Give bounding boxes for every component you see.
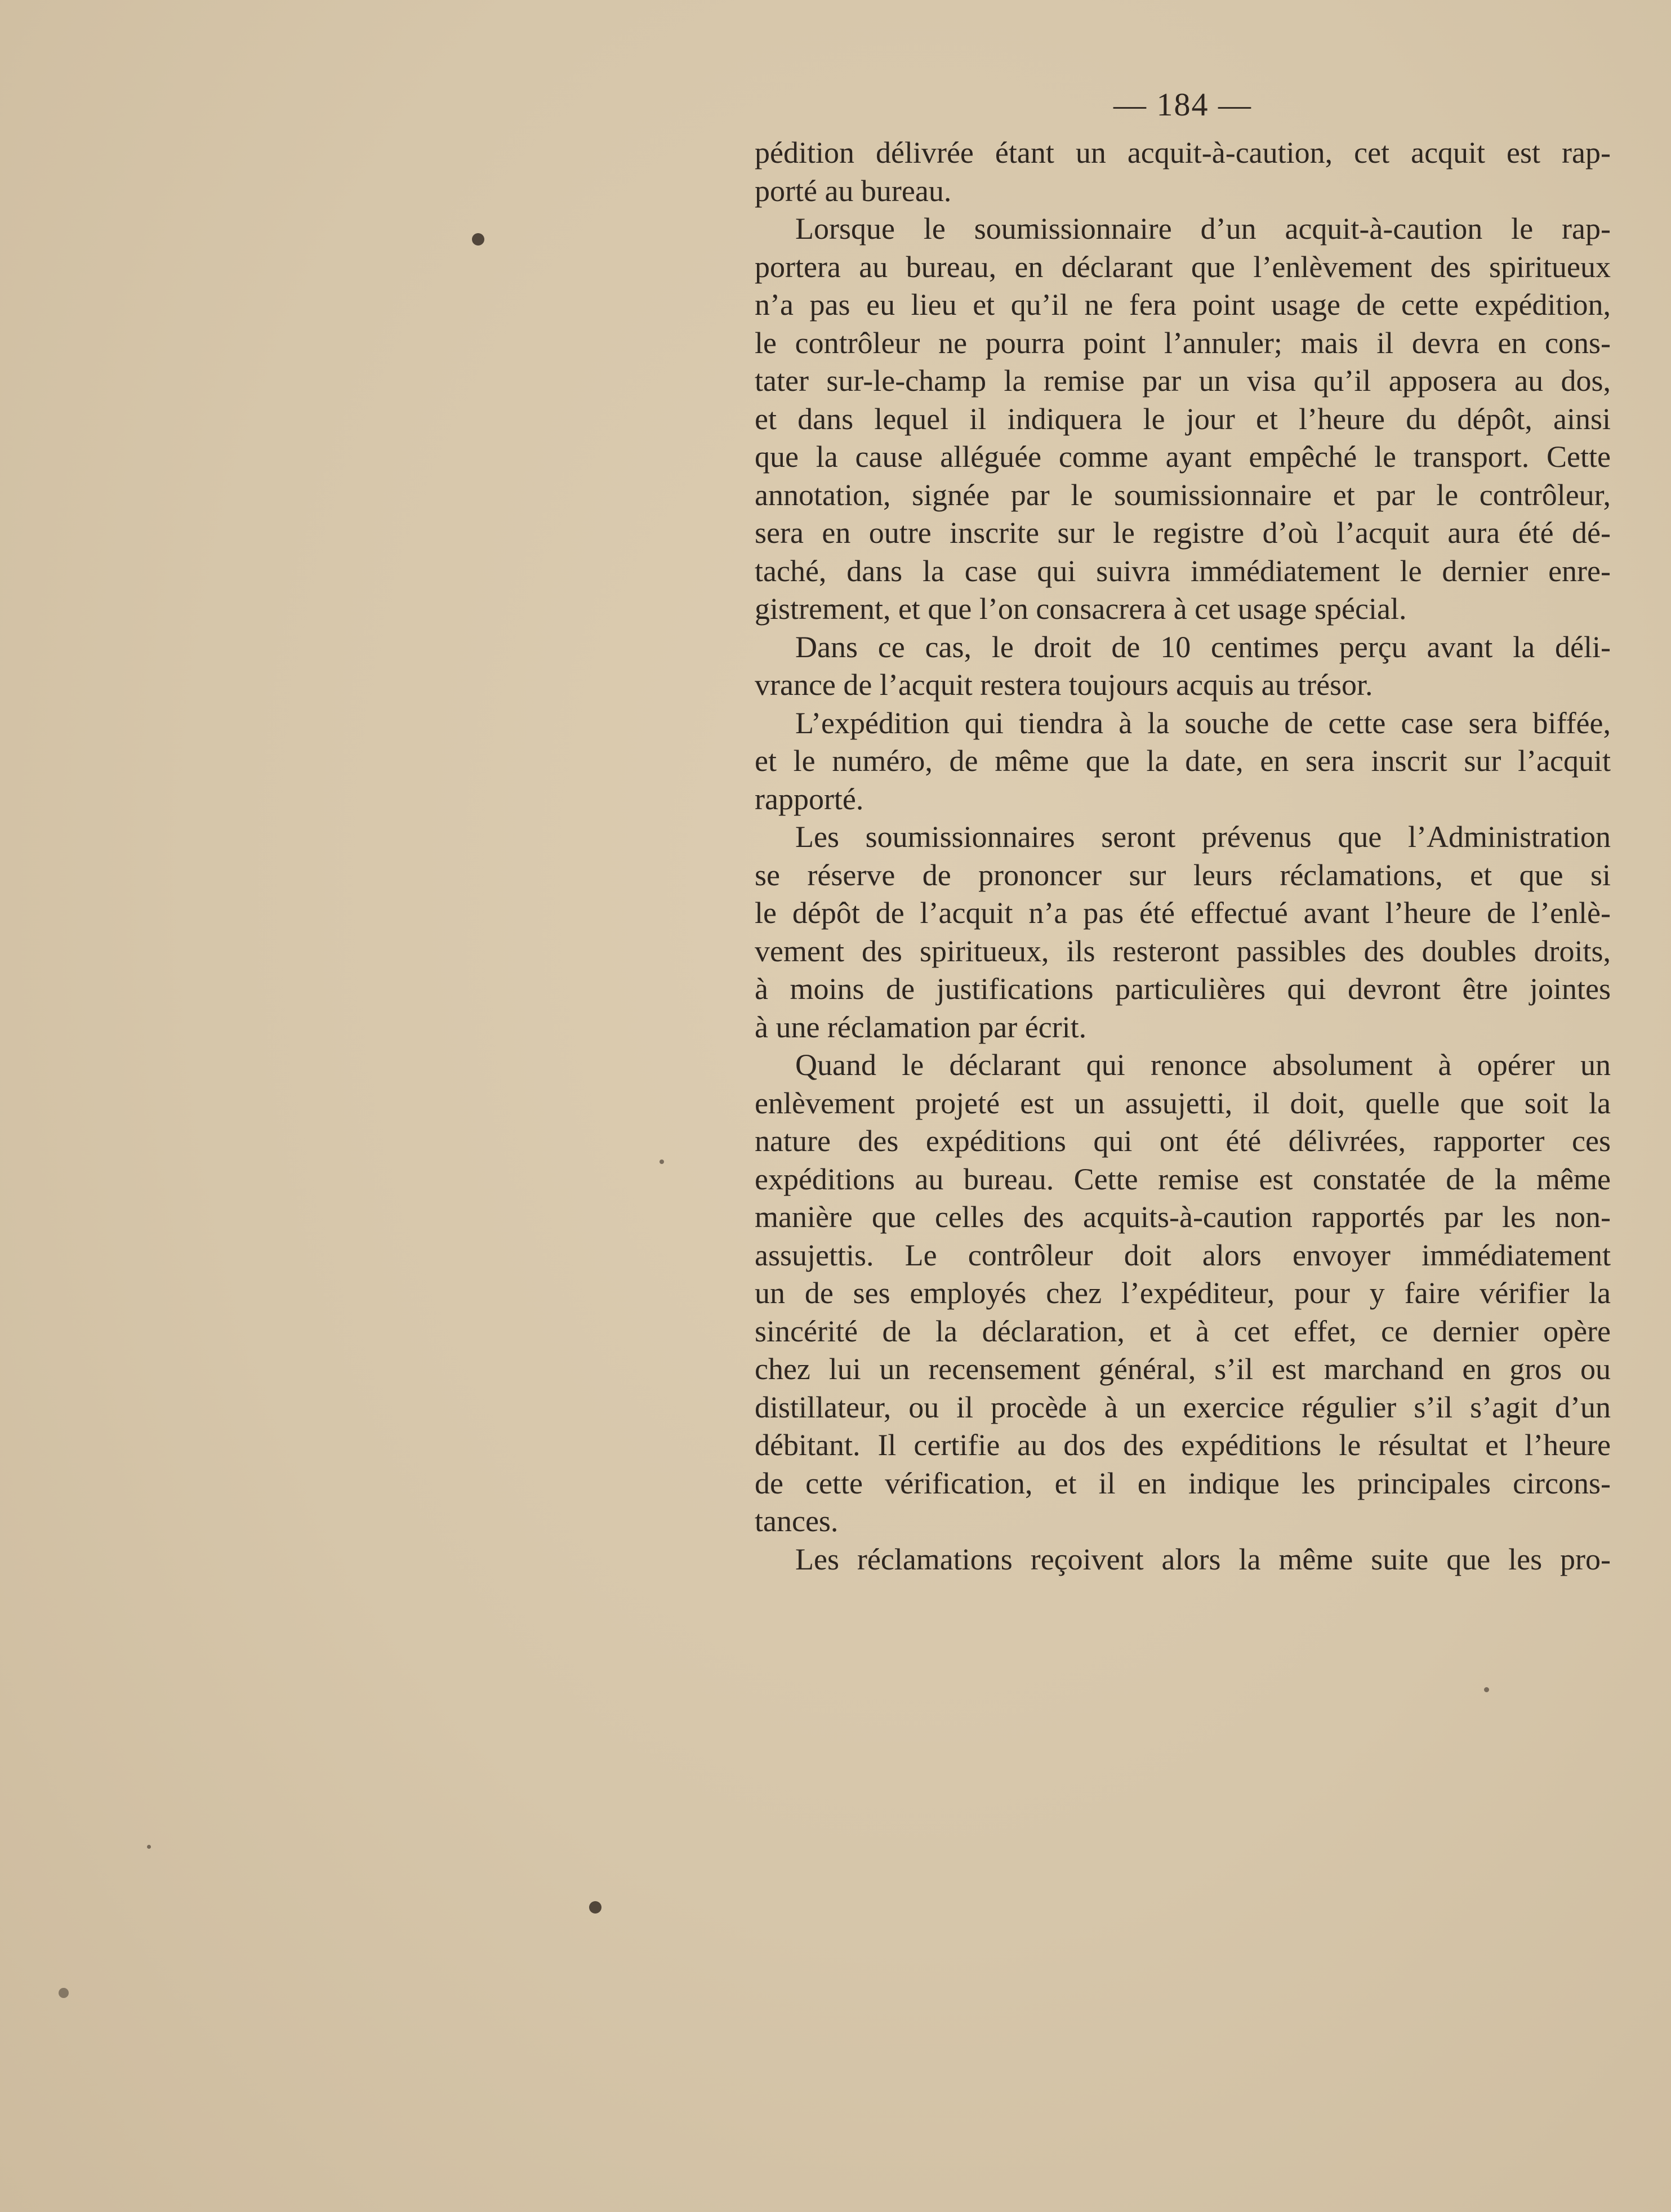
text-line: débitant. Il certifie au dos des expéditions le résultat et l’heure	[755, 1428, 1611, 1462]
paragraph	[755, 704, 1611, 819]
text-line: Les réclamations reçoivent alors la même suite que les pro-	[795, 1542, 1611, 1576]
paper-speck	[59, 1988, 69, 1998]
text-line: de cette vérification, et il en indique les principales circons-	[755, 1466, 1611, 1500]
text-line: pédition délivrée étant un acquit-à-caution, cet acquit est rap-	[755, 136, 1611, 170]
text-line: le contrôleur ne pourra point l’annuler; mais il devra en cons-	[755, 325, 1611, 360]
text-line: chez lui un recensement général, s’il est marchand en gros ou	[755, 1352, 1611, 1386]
text-line: manière que celles des acquits-à-caution rapportés par les non-	[755, 1200, 1611, 1234]
text-line: le dépôt de l’acquit n’a pas été effectué avant l’heure de l’enlè-	[755, 896, 1611, 930]
paragraph	[755, 628, 1611, 704]
paper-speck	[147, 1845, 151, 1849]
paragraph	[755, 210, 1611, 628]
paper-speck	[472, 233, 484, 246]
paper-speck	[1484, 1687, 1489, 1692]
text-line: tater sur-le-champ la remise par un visa qu’il apposera au dos,	[755, 364, 1611, 398]
text-line: sincérité de la déclaration, et à cet effet, ce dernier opère	[755, 1314, 1611, 1348]
text-line: nature des expéditions qui ont été délivrées, rapporter ces	[755, 1124, 1611, 1158]
paper-speck	[660, 1159, 664, 1164]
text-line: portera au bureau, en déclarant que l’enlèvement des spiritueux	[755, 249, 1611, 284]
text-line: se réserve de prononcer sur leurs réclamations, et que si	[755, 858, 1611, 892]
text-line: n’a pas eu lieu et qu’il ne fera point usage de cette expédition,	[755, 288, 1611, 322]
text-line: gistrement, et que l’on consacrera à cet usage spécial.	[755, 592, 1407, 626]
text-line: assujettis. Le contrôleur doit alors envoyer immédiatement	[755, 1238, 1611, 1272]
text-line: et le numéro, de même que la date, en sera inscrit sur l’acquit	[755, 744, 1611, 778]
text-line: annotation, signée par le soumissionnaire et par le contrôleur,	[755, 478, 1611, 512]
text-line: et dans lequel il indiquera le jour et l’heure du dépôt, ainsi	[755, 402, 1611, 436]
page-number: — 184 —	[1113, 86, 1252, 123]
paragraph	[755, 134, 1611, 210]
paragraph	[755, 818, 1611, 1046]
paragraph	[755, 1541, 1611, 1579]
text-line: vement des spiritueux, ils resteront passibles des doubles droits,	[755, 934, 1611, 968]
text-line: tances.	[755, 1504, 839, 1538]
text-line: Dans ce cas, le droit de 10 centimes perçu avant la déli-	[795, 630, 1611, 664]
text-line: Quand le déclarant qui renonce absolument à opérer un	[795, 1048, 1611, 1082]
text-line: porté au bureau.	[755, 173, 952, 208]
text-line: que la cause alléguée comme ayant empêché le transport. Cette	[755, 440, 1611, 474]
text-line: Les soumissionnaires seront prévenus que l’Administration	[795, 820, 1611, 854]
text-line: L’expédition qui tiendra à la souche de cette case sera biffée,	[795, 706, 1611, 740]
text-line: enlèvement projeté est un assujetti, il doit, quelle que soit la	[755, 1086, 1611, 1120]
text-line: un de ses employés chez l’expéditeur, pour y faire vérifier la	[755, 1276, 1611, 1310]
text-line: distillateur, ou il procède à un exercice régulier s’il s’agit d’un	[755, 1390, 1611, 1424]
text-line: rapporté.	[755, 782, 864, 816]
text-line: Lorsque le soumissionnaire d’un acquit-à-caution le rap-	[795, 212, 1611, 246]
text-line: vrance de l’acquit restera toujours acquis au trésor.	[755, 668, 1373, 702]
paragraph	[755, 1046, 1611, 1541]
text-line: expéditions au bureau. Cette remise est constatée de la même	[755, 1162, 1611, 1196]
paper-speck	[589, 1901, 601, 1914]
document-body	[755, 134, 1611, 1578]
text-line: à une réclamation par écrit.	[755, 1010, 1087, 1044]
text-line: à moins de justifications particulières qui devront être jointes	[755, 972, 1611, 1006]
text-line: taché, dans la case qui suivra immédiatement le dernier enre-	[755, 554, 1611, 588]
text-line: sera en outre inscrite sur le registre d’où l’acquit aura été dé-	[755, 516, 1611, 550]
